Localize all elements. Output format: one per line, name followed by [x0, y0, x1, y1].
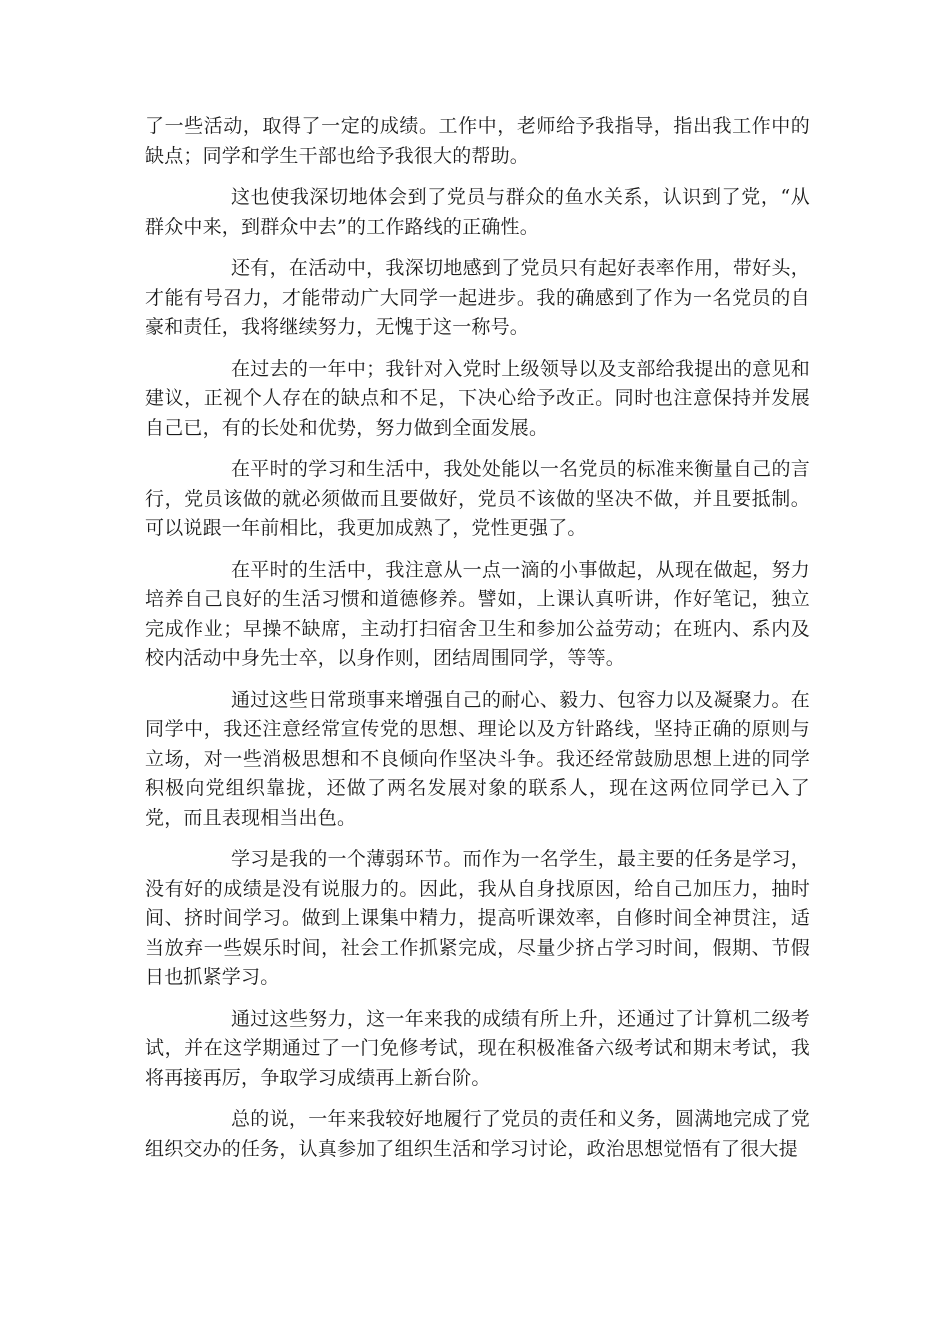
- paragraph-4: 在过去的一年中；我针对入党时上级领导以及支部给我提出的意见和建议，正视个人存在的缺点和不足，下决心给予改正。同时也注意保持并发展自己已，有的长处和优势，努力做到全面发展。: [145, 357, 810, 439]
- paragraph-6: 在平时的生活中，我注意从一点一滴的小事做起，从现在做起，努力培养自己良好的生活习惯和道德修养。譬如，上课认真听讲，作好笔记，独立完成作业；早操不缺席，主动打扫宿舍卫生和参加公益劳动；在班内、系内及校内活动中身先士卒，以身作则，团结周围同学，等等。: [145, 558, 810, 669]
- paragraph-8: 学习是我的一个薄弱环节。而作为一名学生，最主要的任务是学习，没有好的成绩是没有说服力的。因此，我从自身找原因，给自己加压力，抽时间、挤时间学习。做到上课集中精力，提高听课效率，自修时间全神贯注，适当放弃一些娱乐时间，社会工作抓紧完成，尽量少挤占学习时间，假期、节假日也抓紧学习。: [145, 848, 810, 988]
- paragraph-7: 通过这些日常琐事来增强自己的耐心、毅力、包容力以及凝聚力。在同学中，我还注意经常宣传党的思想、理论以及方针路线，坚持正确的原则与立场，对一些消极思想和不良倾向作坚决斗争。我还经常鼓励思想上进的同学积极向党组织靠拢，还做了两名发展对象的联系人，现在这两位同学已入了党，而且表现相当出色。: [145, 688, 810, 829]
- paragraph-5: 在平时的学习和生活中，我处处能以一名党员的标准来衡量自己的言行，党员该做的就必须做而且要做好，党员不该做的坚决不做，并且要抵制。可以说跟一年前相比，我更加成熟了，党性更强了。: [145, 458, 810, 539]
- paragraph-10: 总的说，一年来我较好地履行了党员的责任和义务，圆满地完成了党组织交办的任务，认真参加了组织生活和学习讨论，政治思想觉悟有了很大提: [145, 1108, 810, 1160]
- document-body: [145, 112, 810, 1176]
- paragraph-2: 这也使我深切地体会到了党员与群众的鱼水关系，认识到了党，“从群众中来，到群众中去”的工作路线的正确性。: [145, 186, 810, 238]
- paragraph-3: 还有，在活动中，我深切地感到了党员只有起好表率作用，带好头，才能有号召力，才能带动广大同学一起进步。我的确感到了作为一名党员的自豪和责任，我将继续努力，无愧于这一称号。: [145, 257, 810, 338]
- paragraph-1: 了一些活动，取得了一定的成绩。工作中，老师给予我指导，指出我工作中的缺点；同学和学生干部也给予我很大的帮助。: [145, 115, 810, 167]
- paragraph-9: 通过这些努力，这一年来我的成绩有所上升，还通过了计算机二级考试，并在这学期通过了一门免修考试，现在积极准备六级考试和期末考试，我将再接再厉，争取学习成绩再上新台阶。: [145, 1007, 810, 1089]
